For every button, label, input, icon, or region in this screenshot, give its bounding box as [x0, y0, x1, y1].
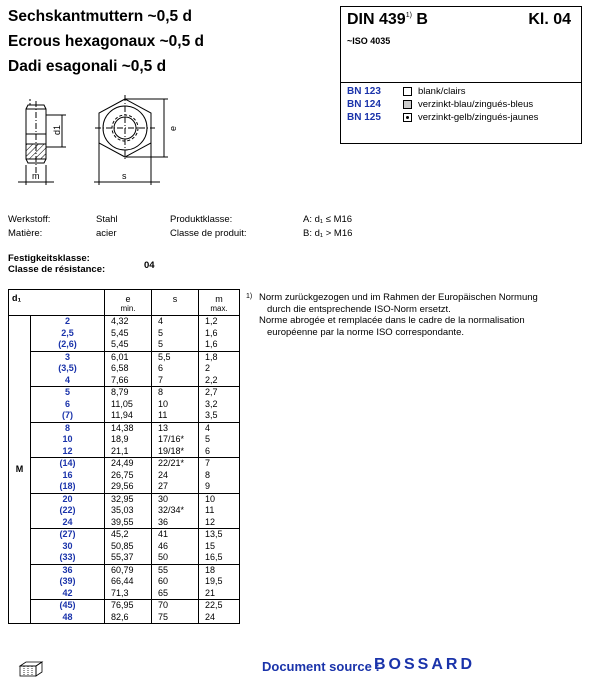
- header-e-sub: min.: [120, 303, 136, 313]
- title-it: Dadi esagonali ~0,5 d: [8, 58, 167, 75]
- cell-s: 41: [152, 529, 199, 541]
- cell-e: 11,05: [105, 399, 152, 411]
- cell-e: 82,6: [105, 612, 152, 624]
- table-row: [9, 434, 240, 446]
- table-row: [9, 505, 240, 517]
- s-label: s: [122, 171, 127, 181]
- cell-d1: 48: [31, 612, 105, 624]
- cell-d1: (27): [31, 529, 105, 541]
- table-row: [9, 612, 240, 624]
- title-de: Sechskantmuttern ~0,5 d: [8, 8, 192, 25]
- footnote-line: Norme abrogée et remplacée dans le cadre de la normalisation: [259, 315, 525, 326]
- table-row: [9, 351, 240, 363]
- cell-e: 39,55: [105, 517, 152, 529]
- checkbox-empty-icon: [403, 87, 412, 96]
- cell-s: 13: [152, 422, 199, 434]
- cad-cube-icon: [18, 660, 46, 678]
- cell-d1: (2,6): [31, 339, 105, 351]
- cell-d1: 30: [31, 541, 105, 553]
- cell-m: 21: [199, 588, 240, 600]
- cell-s: 6: [152, 363, 199, 375]
- cell-e: 6,01: [105, 351, 152, 363]
- bossard-logo: BOSSARD: [374, 656, 476, 673]
- finish-item: [347, 85, 538, 98]
- footnote-mark: 1): [246, 293, 253, 300]
- material-label-fr: Matière:: [8, 228, 43, 239]
- cell-d1: 12: [31, 446, 105, 458]
- cell-m: 4: [199, 422, 240, 434]
- cell-m: 16,5: [199, 552, 240, 564]
- checkbox-grey-icon: [403, 100, 412, 109]
- cell-d1: 24: [31, 517, 105, 529]
- cell-s: 30: [152, 493, 199, 505]
- finish-code: BN 124: [347, 99, 381, 110]
- cell-d1: 6: [31, 399, 105, 411]
- cell-s: 60: [152, 576, 199, 588]
- cell-d1: 4: [31, 375, 105, 387]
- metric-prefix: M: [9, 316, 31, 624]
- cell-m: 1,8: [199, 351, 240, 363]
- cell-e: 76,95: [105, 600, 152, 612]
- standard-box: [340, 6, 582, 144]
- header-s-text: s: [172, 293, 178, 304]
- cell-s: 5: [152, 339, 199, 351]
- cell-d1: (3,5): [31, 363, 105, 375]
- cell-e: 71,3: [105, 588, 152, 600]
- header-m-text: m: [215, 293, 223, 304]
- table-row: [9, 517, 240, 529]
- product-class-label-fr: Classe de produit:: [170, 228, 247, 239]
- cell-d1: (7): [31, 410, 105, 422]
- cell-d1: (14): [31, 458, 105, 470]
- cell-e: 26,75: [105, 470, 152, 482]
- cell-s: 10: [152, 399, 199, 411]
- cell-s: 5,5: [152, 351, 199, 363]
- footnote-line: européenne par la norme ISO correspondante.: [267, 326, 464, 338]
- cell-m: 19,5: [199, 576, 240, 588]
- header-e-text: e: [125, 293, 131, 304]
- cell-e: 50,85: [105, 541, 152, 553]
- table-row: [9, 576, 240, 588]
- header-e: [105, 290, 152, 316]
- cell-m: 5: [199, 434, 240, 446]
- table-row: [9, 552, 240, 564]
- table-row: [9, 458, 240, 470]
- table-row: [9, 399, 240, 411]
- cell-s: 32/34*: [152, 505, 199, 517]
- cell-e: 4,32: [105, 316, 152, 328]
- cell-s: 24: [152, 470, 199, 482]
- front-view: [94, 95, 168, 185]
- cell-m: 1,6: [199, 328, 240, 340]
- cell-s: 75: [152, 612, 199, 624]
- cell-d1: 42: [31, 588, 105, 600]
- finish-code: BN 125: [347, 112, 381, 123]
- cell-d1: (33): [31, 552, 105, 564]
- cell-s: 22/21*: [152, 458, 199, 470]
- cell-e: 24,49: [105, 458, 152, 470]
- cell-m: 13,5: [199, 529, 240, 541]
- cell-m: 3,2: [199, 399, 240, 411]
- cell-m: 22,5: [199, 600, 240, 612]
- finish-label: blank/clairs: [418, 86, 466, 97]
- table-row: [9, 588, 240, 600]
- material-value-fr: acier: [96, 228, 117, 239]
- cell-d1: (22): [31, 505, 105, 517]
- footnote-text: [259, 292, 538, 338]
- cell-s: 36: [152, 517, 199, 529]
- cell-s: 17/16*: [152, 434, 199, 446]
- finish-label: verzinkt-gelb/zingués-jaunes: [418, 112, 539, 123]
- cell-e: 6,58: [105, 363, 152, 375]
- table-row: [9, 600, 240, 612]
- cell-s: 7: [152, 375, 199, 387]
- cell-s: 65: [152, 588, 199, 600]
- cell-m: 1,2: [199, 316, 240, 328]
- cell-m: 8: [199, 470, 240, 482]
- finish-list: [347, 85, 538, 124]
- cell-m: 7: [199, 458, 240, 470]
- cell-d1: 16: [31, 470, 105, 482]
- cell-s: 50: [152, 552, 199, 564]
- finish-item: [347, 98, 538, 111]
- source-label: Document source :: [262, 659, 380, 674]
- cell-m: 1,6: [199, 339, 240, 351]
- product-class-b: B: d₁ > M16: [303, 228, 353, 239]
- dimensions-table: [8, 289, 240, 624]
- table-row: [9, 481, 240, 493]
- cell-m: 18: [199, 564, 240, 576]
- class-label: Kl. 04: [528, 11, 571, 28]
- m-label: m: [32, 171, 40, 181]
- cell-m: 2,7: [199, 387, 240, 399]
- cell-s: 8: [152, 387, 199, 399]
- header-m-sub: max.: [210, 303, 228, 313]
- product-class-label-de: Produktklasse:: [170, 214, 233, 225]
- iso-label: ~ISO 4035: [347, 36, 391, 46]
- table-row: [9, 446, 240, 458]
- cell-s: 5: [152, 328, 199, 340]
- title-fr: Ecrous hexagonaux ~0,5 d: [8, 33, 204, 50]
- table-row: [9, 493, 240, 505]
- table-header-row: [9, 290, 240, 316]
- header-d1: d₁: [9, 290, 105, 316]
- cell-d1: 36: [31, 564, 105, 576]
- cell-d1: 2: [31, 316, 105, 328]
- cell-e: 32,95: [105, 493, 152, 505]
- cell-e: 7,66: [105, 375, 152, 387]
- cell-s: 55: [152, 564, 199, 576]
- cell-e: 29,56: [105, 481, 152, 493]
- table-row: [9, 328, 240, 340]
- cell-s: 27: [152, 481, 199, 493]
- table-row: [9, 410, 240, 422]
- cell-e: 11,94: [105, 410, 152, 422]
- cell-m: 12: [199, 517, 240, 529]
- side-view: [18, 99, 66, 185]
- d1-label: d1: [52, 124, 62, 135]
- table-row: [9, 316, 240, 328]
- footnote-line: Norm zurückgezogen und im Rahmen der Europäischen Normung: [259, 292, 538, 303]
- cell-s: 46: [152, 541, 199, 553]
- cell-m: 3,5: [199, 410, 240, 422]
- cell-d1: 20: [31, 493, 105, 505]
- cell-d1: 3: [31, 351, 105, 363]
- cell-m: 24: [199, 612, 240, 624]
- cell-m: 6: [199, 446, 240, 458]
- material-value-de: Stahl: [96, 214, 118, 225]
- cell-e: 55,37: [105, 552, 152, 564]
- table-row: [9, 387, 240, 399]
- cell-e: 60,79: [105, 564, 152, 576]
- table-row: [9, 529, 240, 541]
- cell-s: 4: [152, 316, 199, 328]
- table-row: [9, 375, 240, 387]
- cell-e: 66,44: [105, 576, 152, 588]
- strength-value: 04: [144, 260, 155, 271]
- e-label: e: [168, 125, 178, 131]
- nut-drawing: [8, 95, 188, 195]
- table-row: [9, 564, 240, 576]
- cell-s: 11: [152, 410, 199, 422]
- din-label: DIN 439$^{1)}$ B: [347, 11, 428, 28]
- cell-m: 2: [199, 363, 240, 375]
- cell-m: 2,2: [199, 375, 240, 387]
- checkbox-dot-icon: [403, 113, 412, 122]
- product-class-a: A: d₁ ≤ M16: [303, 214, 353, 225]
- table-row: [9, 541, 240, 553]
- cell-d1: 5: [31, 387, 105, 399]
- strength-label-fr: Classe de résistance:: [8, 264, 106, 275]
- cell-e: 18,9: [105, 434, 152, 446]
- cell-e: 5,45: [105, 328, 152, 340]
- table-row: [9, 339, 240, 351]
- cell-e: 45,2: [105, 529, 152, 541]
- standard-header: [341, 7, 581, 83]
- cell-d1: 2,5: [31, 328, 105, 340]
- material-label-de: Werkstoff:: [8, 214, 51, 225]
- finish-code: BN 123: [347, 86, 381, 97]
- cell-m: 15: [199, 541, 240, 553]
- cell-e: 35,03: [105, 505, 152, 517]
- footnote-line: durch die entsprechende ISO-Norm ersetzt.: [267, 303, 451, 315]
- cell-e: 21,1: [105, 446, 152, 458]
- cell-m: 9: [199, 481, 240, 493]
- cell-s: 70: [152, 600, 199, 612]
- cell-d1: (39): [31, 576, 105, 588]
- table-row: [9, 470, 240, 482]
- cell-d1: (45): [31, 600, 105, 612]
- cell-s: 19/18*: [152, 446, 199, 458]
- cell-m: 10: [199, 493, 240, 505]
- table-row: [9, 363, 240, 375]
- header-s: [152, 290, 199, 316]
- table-row: [9, 422, 240, 434]
- header-m: [199, 290, 240, 316]
- cell-e: 8,79: [105, 387, 152, 399]
- cell-d1: 10: [31, 434, 105, 446]
- cell-m: 11: [199, 505, 240, 517]
- cell-e: 14,38: [105, 422, 152, 434]
- finish-label: verzinkt-blau/zingués-bleus: [418, 99, 534, 110]
- cell-e: 5,45: [105, 339, 152, 351]
- finish-item: [347, 111, 538, 124]
- cell-d1: (18): [31, 481, 105, 493]
- cell-d1: 8: [31, 422, 105, 434]
- strength-label-de: Festigkeitsklasse:: [8, 253, 90, 264]
